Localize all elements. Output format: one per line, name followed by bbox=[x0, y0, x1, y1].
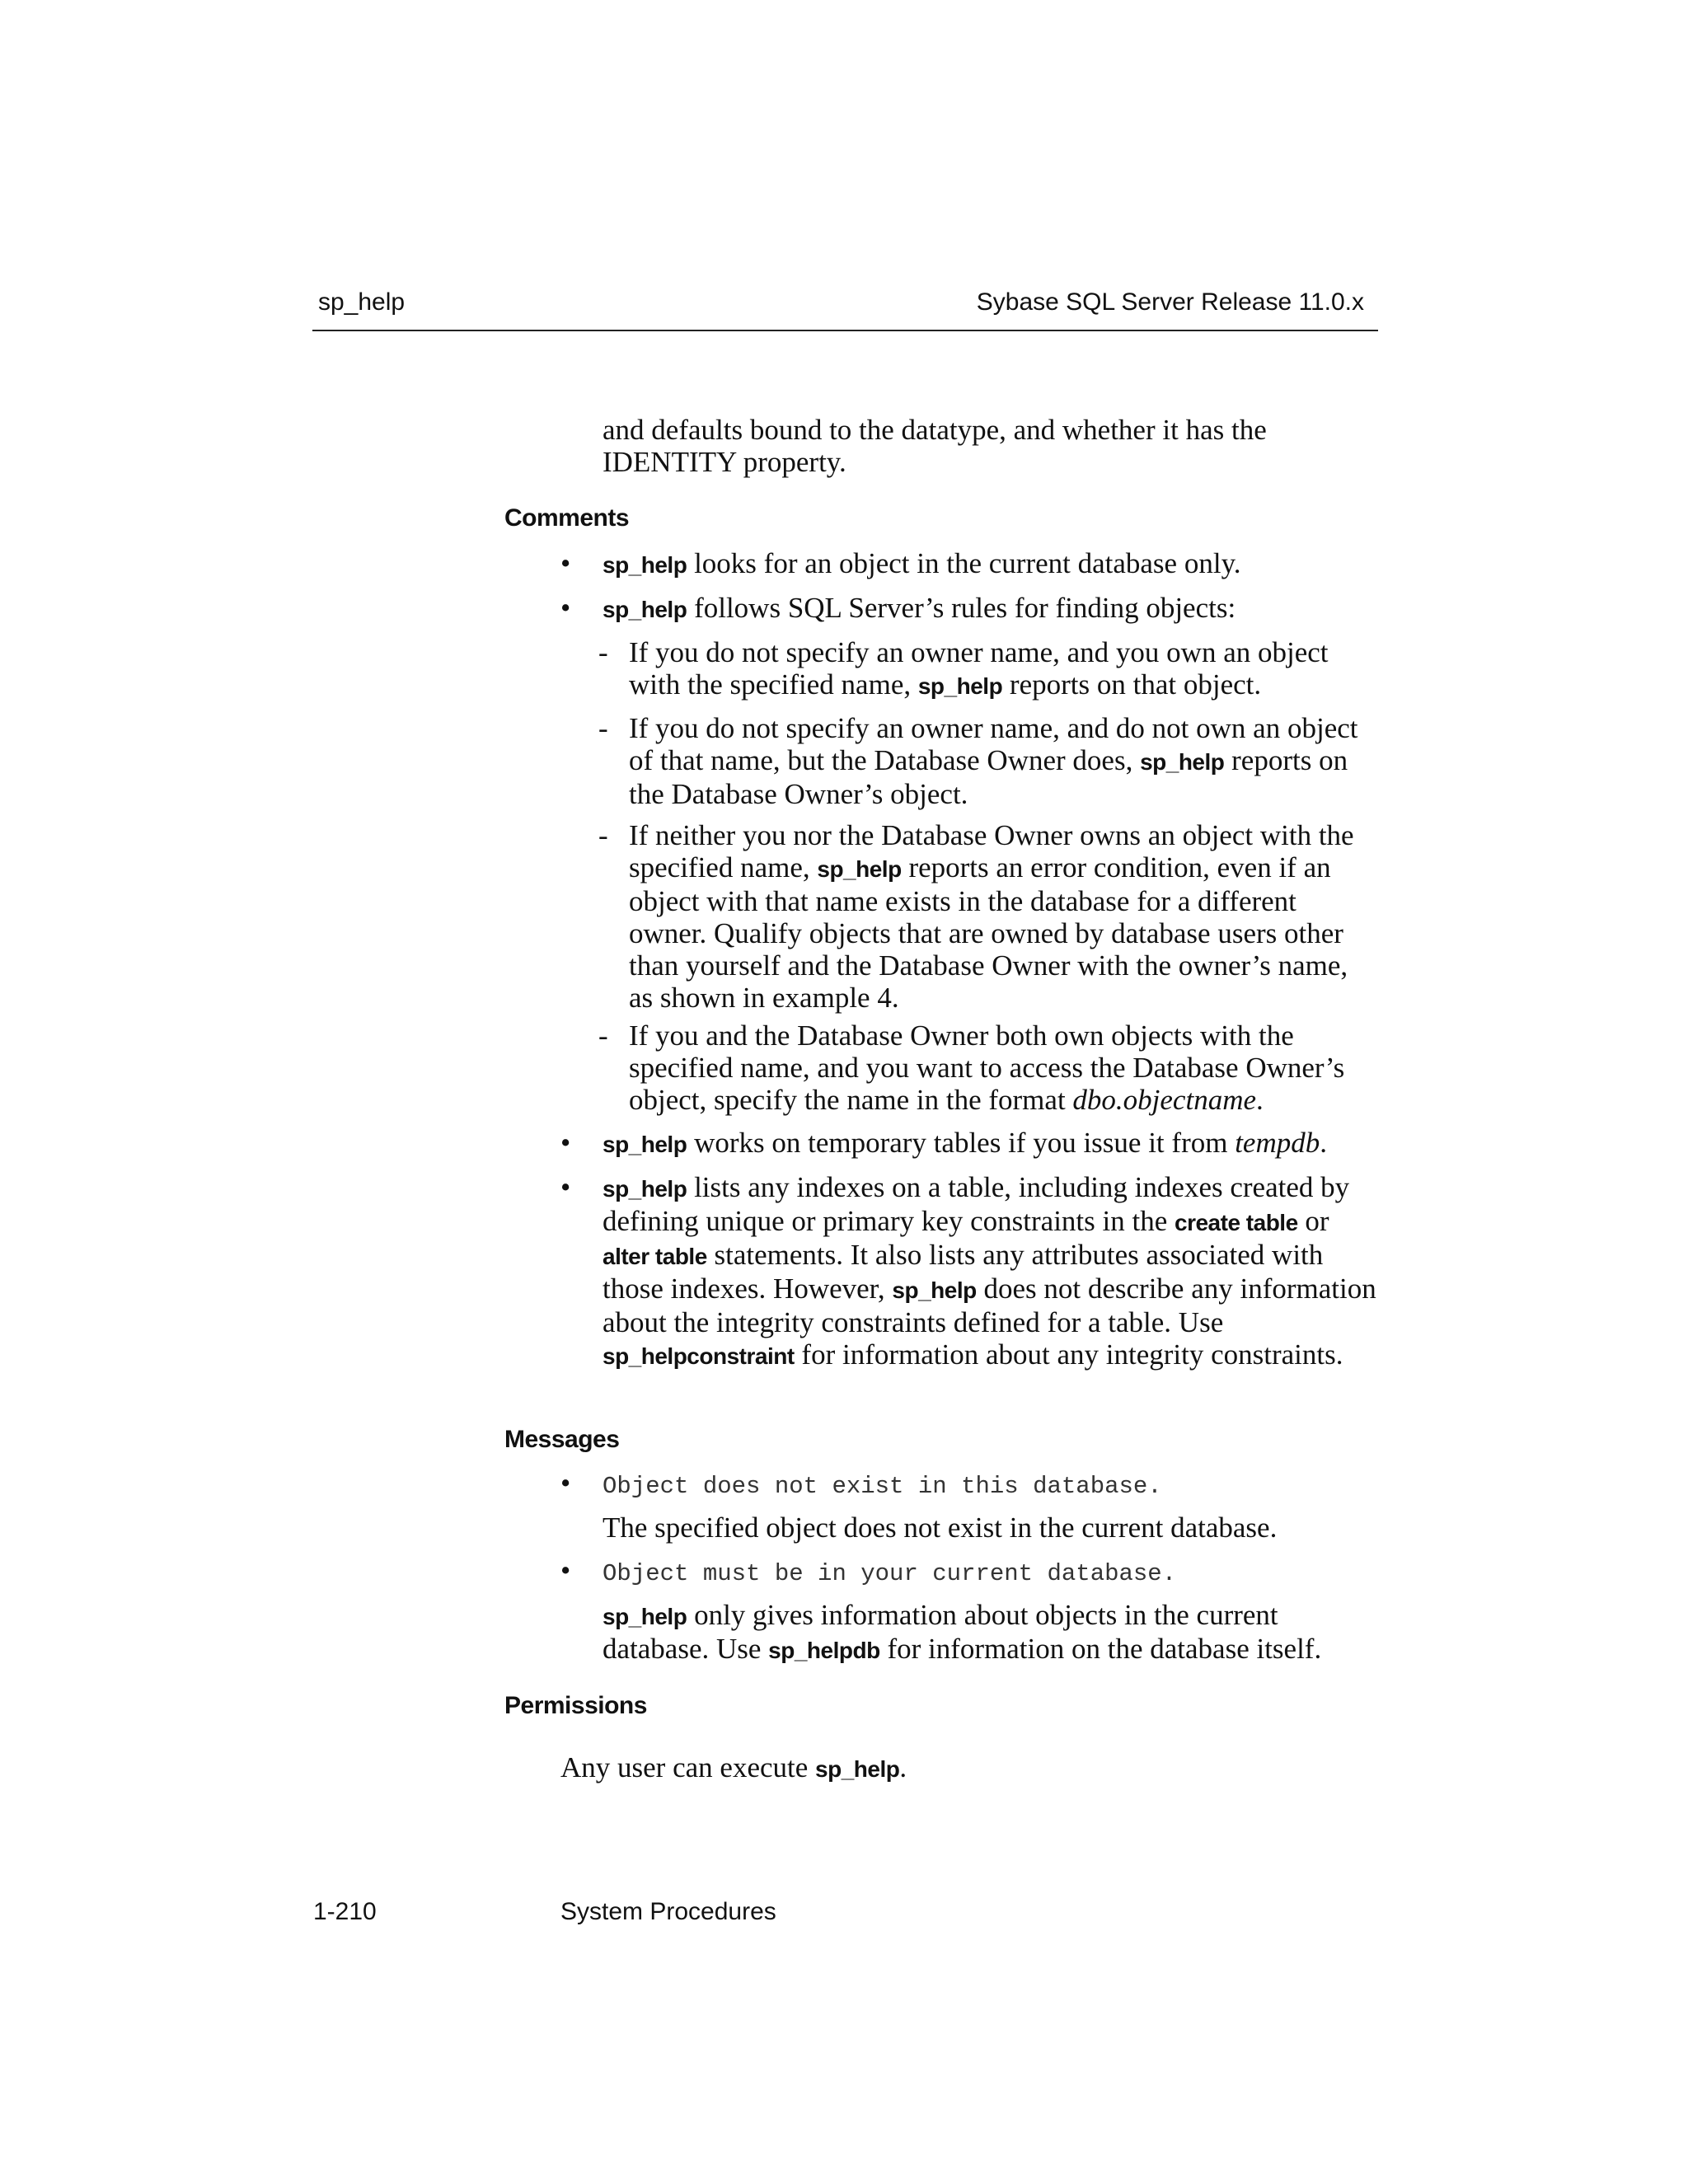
dash-icon: - bbox=[598, 819, 608, 851]
intro-line-1: and defaults bound to the datatype, and whether it has the bbox=[603, 414, 1267, 446]
helpconstraint-command: sp_helpconstraint bbox=[603, 1343, 795, 1369]
message-description-1: The specified object does not exist in the current database. bbox=[603, 1511, 1278, 1544]
messages-heading: Messages bbox=[504, 1426, 620, 1453]
punctuation: . bbox=[1256, 1084, 1264, 1116]
dash-icon: - bbox=[598, 712, 608, 744]
bullet-icon: • bbox=[560, 547, 571, 579]
dash-icon: - bbox=[598, 636, 608, 668]
bullet-icon: • bbox=[560, 592, 571, 624]
bullet-text: follows SQL Server’s rules for finding objects: bbox=[694, 592, 1236, 624]
bullet-text: works on temporary tables if you issue it from bbox=[694, 1127, 1228, 1159]
command-name: sp_help bbox=[603, 1176, 687, 1202]
command-name: sp_help bbox=[892, 1277, 977, 1303]
rule-text: reports an error condition, even if an object with that name exists in the database for a different owner. Qualify objects that are owned by database users other than yourself and the Database Owner with the owner’s name, as shown in example 4. bbox=[629, 851, 1348, 1014]
database-name: tempdb bbox=[1235, 1127, 1320, 1159]
bullet-icon: • bbox=[560, 1467, 571, 1499]
message-code: Object does not exist in this database. bbox=[603, 1473, 1162, 1500]
intro-line-2: IDENTITY property. bbox=[603, 446, 846, 478]
footer-title: System Procedures bbox=[560, 1898, 776, 1925]
bullet-text: statements. It also lists any attributes associated with those indexes. However, bbox=[603, 1239, 1324, 1305]
create-table-keyword: create table bbox=[1175, 1210, 1298, 1235]
running-header-left: sp_help bbox=[318, 288, 406, 316]
bullet-text: looks for an object in the current database only. bbox=[694, 547, 1241, 579]
comments-heading: Comments bbox=[504, 504, 630, 532]
permissions-heading: Permissions bbox=[504, 1692, 647, 1719]
punctuation: . bbox=[899, 1751, 907, 1783]
header-divider bbox=[312, 330, 1378, 331]
intro-paragraph bbox=[603, 414, 1377, 478]
command-name: sp_help bbox=[917, 673, 1003, 699]
permissions-text: Any user can execute bbox=[560, 1751, 809, 1783]
command-name: sp_help bbox=[1140, 749, 1225, 775]
page-number: 1-210 bbox=[313, 1898, 377, 1925]
rule-text: If neither you nor the Database Owner owns an object with the specified name, bbox=[629, 819, 1354, 883]
dash-icon: - bbox=[598, 1019, 608, 1052]
conjunction: or bbox=[1305, 1205, 1329, 1237]
message-code: Object must be in your current database. bbox=[603, 1560, 1177, 1587]
rule-text: If you do not specify an owner name, and do not own an object of that name, but the Database Owner does, bbox=[629, 712, 1358, 776]
bullet-text: for information about any integrity constraints. bbox=[801, 1338, 1343, 1371]
command-name: sp_help bbox=[603, 597, 687, 622]
rule-text: If you do not specify an owner name, and you own an object with the specified name, bbox=[629, 636, 1329, 701]
description-text: only gives information about objects in the current database. Use bbox=[603, 1599, 1278, 1665]
message-description-2 bbox=[603, 1599, 1377, 1666]
description-text: for information on the database itself. bbox=[887, 1633, 1322, 1665]
bullet-icon: • bbox=[560, 1171, 571, 1203]
command-name: sp_help bbox=[817, 856, 902, 882]
bullet-icon: • bbox=[560, 1554, 571, 1586]
bullet-text: lists any indexes on a table, including indexes created by defining unique or primary key constraints in the bbox=[603, 1171, 1350, 1237]
helpdb-command: sp_helpdb bbox=[768, 1638, 880, 1663]
rule-text: If you and the Database Owner both own objects with the specified name, and you want to access the Database Owner’s object, specify the name in the format bbox=[629, 1019, 1345, 1116]
command-name: sp_help bbox=[603, 552, 687, 578]
command-name: sp_help bbox=[815, 1756, 900, 1782]
punctuation: . bbox=[1320, 1127, 1327, 1159]
rule-text: reports on that object. bbox=[1009, 668, 1262, 701]
bullet-icon: • bbox=[560, 1127, 571, 1159]
permissions-paragraph bbox=[560, 1751, 907, 1785]
command-name: sp_help bbox=[603, 1604, 687, 1629]
alter-table-keyword: alter table bbox=[603, 1244, 707, 1269]
running-header-right: Sybase SQL Server Release 11.0.x bbox=[976, 288, 1364, 316]
bullet-text: does not describe any information about the integrity constraints defined for a table. Use bbox=[603, 1272, 1376, 1338]
rule-text: reports on the Database Owner’s object. bbox=[629, 744, 1348, 810]
command-name: sp_help bbox=[603, 1132, 687, 1157]
format-example: dbo.objectname bbox=[1072, 1084, 1256, 1116]
